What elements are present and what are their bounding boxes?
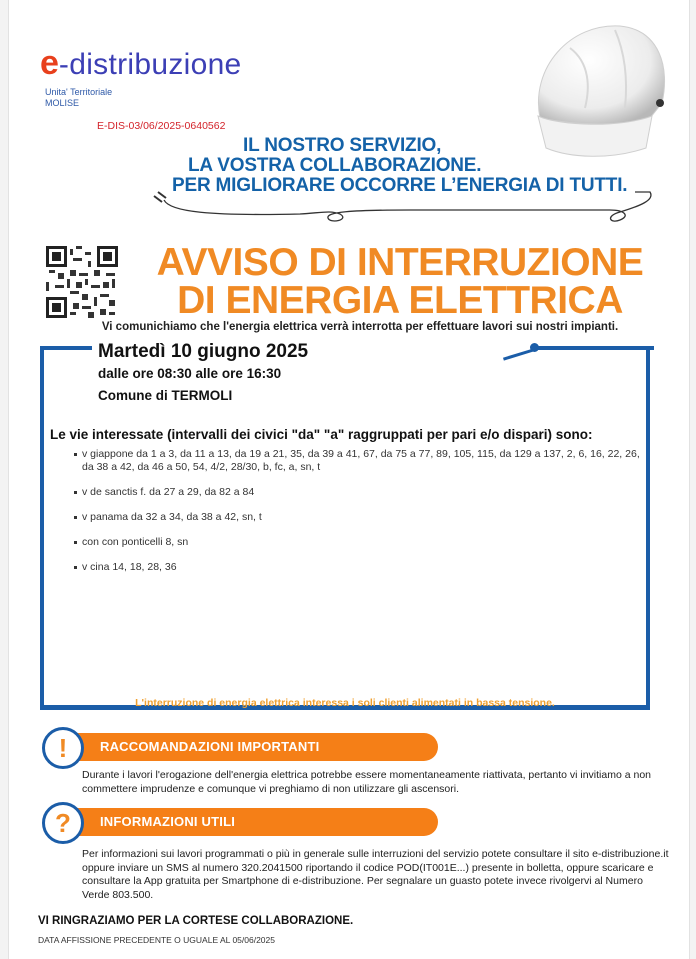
box-border-segment <box>533 346 654 350</box>
qr-code[interactable] <box>46 246 118 318</box>
notice-title-line-2: DI ENERGIA ELETTRICA <box>177 279 623 322</box>
interruption-date: Martedì 10 giugno 2025 <box>98 341 309 362</box>
street-item: con con ponticelli 8, sn <box>74 536 649 549</box>
notice-subtitle: Vi comunichiamo che l'energia elettrica verrà interrotta per effettuare lavori sui nostri impianti. <box>101 321 619 333</box>
e-distribuzione-logo <box>40 46 242 80</box>
territorial-unit <box>45 87 112 109</box>
affected-streets-heading: Le vie interessate (intervalli dei civici "da" "a" raggruppati per pari e/o dispari) sono: <box>50 427 593 442</box>
safety-helmet-icon <box>500 8 680 168</box>
protocol-number: E-DIS-03/06/2025-0640562 <box>97 120 226 132</box>
logo-e-mark: e <box>40 44 59 82</box>
recommendations-header: RACCOMANDAZIONI IMPORTANTI <box>68 733 438 761</box>
interruption-hours: dalle ore 08:30 alle ore 16:30 <box>98 366 282 381</box>
useful-info-header: INFORMAZIONI UTILI <box>68 808 438 836</box>
power-cable-icon <box>150 180 670 224</box>
slogan-line-1: IL NOSTRO SERVIZIO, <box>243 135 442 156</box>
street-item: v cina 14, 18, 28, 36 <box>74 561 649 574</box>
affected-streets-list <box>74 448 649 586</box>
thank-you-message: VI RINGRAZIAMO PER LA CORTESE COLLABORAZIONE. <box>38 915 354 927</box>
street-item: v panama da 32 a 34, da 38 a 42, sn, t <box>74 511 649 524</box>
box-border-segment <box>40 346 92 350</box>
notice-title-line-1: AVVISO DI INTERRUZIONE <box>156 241 644 284</box>
low-voltage-note: L'interruzione di energia elettrica interessa i soli clienti alimentati in bassa tensione. <box>135 697 555 709</box>
exclamation-icon: ! <box>42 727 84 769</box>
interruption-municipality: Comune di TERMOLI <box>98 388 233 403</box>
posting-date: DATA AFFISSIONE PRECEDENTE O UGUALE AL 05/06/2025 <box>38 935 275 945</box>
unit-region: MOLISE <box>45 98 80 108</box>
question-icon: ? <box>42 802 84 844</box>
useful-info-text: Per informazioni sui lavori programmati o più in generale sulle interruzioni del servizio potete consultare il sito e-distribuzione.it oppure inviare un SMS al numero 320.2041500 riportando il codice POD(IT001E...) presente in bolletta, oppure scaricare e consultare la App gratuita per Smartphone di e-distribuzione. Per segnalare un guasto potete invece rivolgervi al Numero Verde 803.500. <box>82 848 669 901</box>
street-item: v giappone da 1 a 3, da 11 a 13, da 19 a 21, 35, da 39 a 41, 67, da 75 a 77, 89, 105, 115, da 129 a 137, 2, 6, 16, 22, 26, da 38 a 42, da 46 a 50, 54, 4/2, 28/30, b, fc, a, sn, t <box>74 448 649 474</box>
street-item: v de sanctis f. da 27 a 29, da 82 a 84 <box>74 486 649 499</box>
logo-wordmark: -distribuzione <box>58 48 242 81</box>
slogan-line-2: LA VOSTRA COLLABORAZIONE. <box>188 155 482 176</box>
box-switch-pivot <box>530 343 539 352</box>
slogan-line-3: PER MIGLIORARE OCCORRE L’ENERGIA DI TUTTI. <box>172 175 628 196</box>
recommendations-text: Durante i lavori l'erogazione dell'energia elettrica potrebbe essere momentaneamente riattivata, pertanto vi invitiamo a non commettere imprudenze e comunque vi preghiamo di non utilizzare gli ascensori. <box>82 769 651 795</box>
unit-label: Unita' Territoriale <box>45 87 113 97</box>
